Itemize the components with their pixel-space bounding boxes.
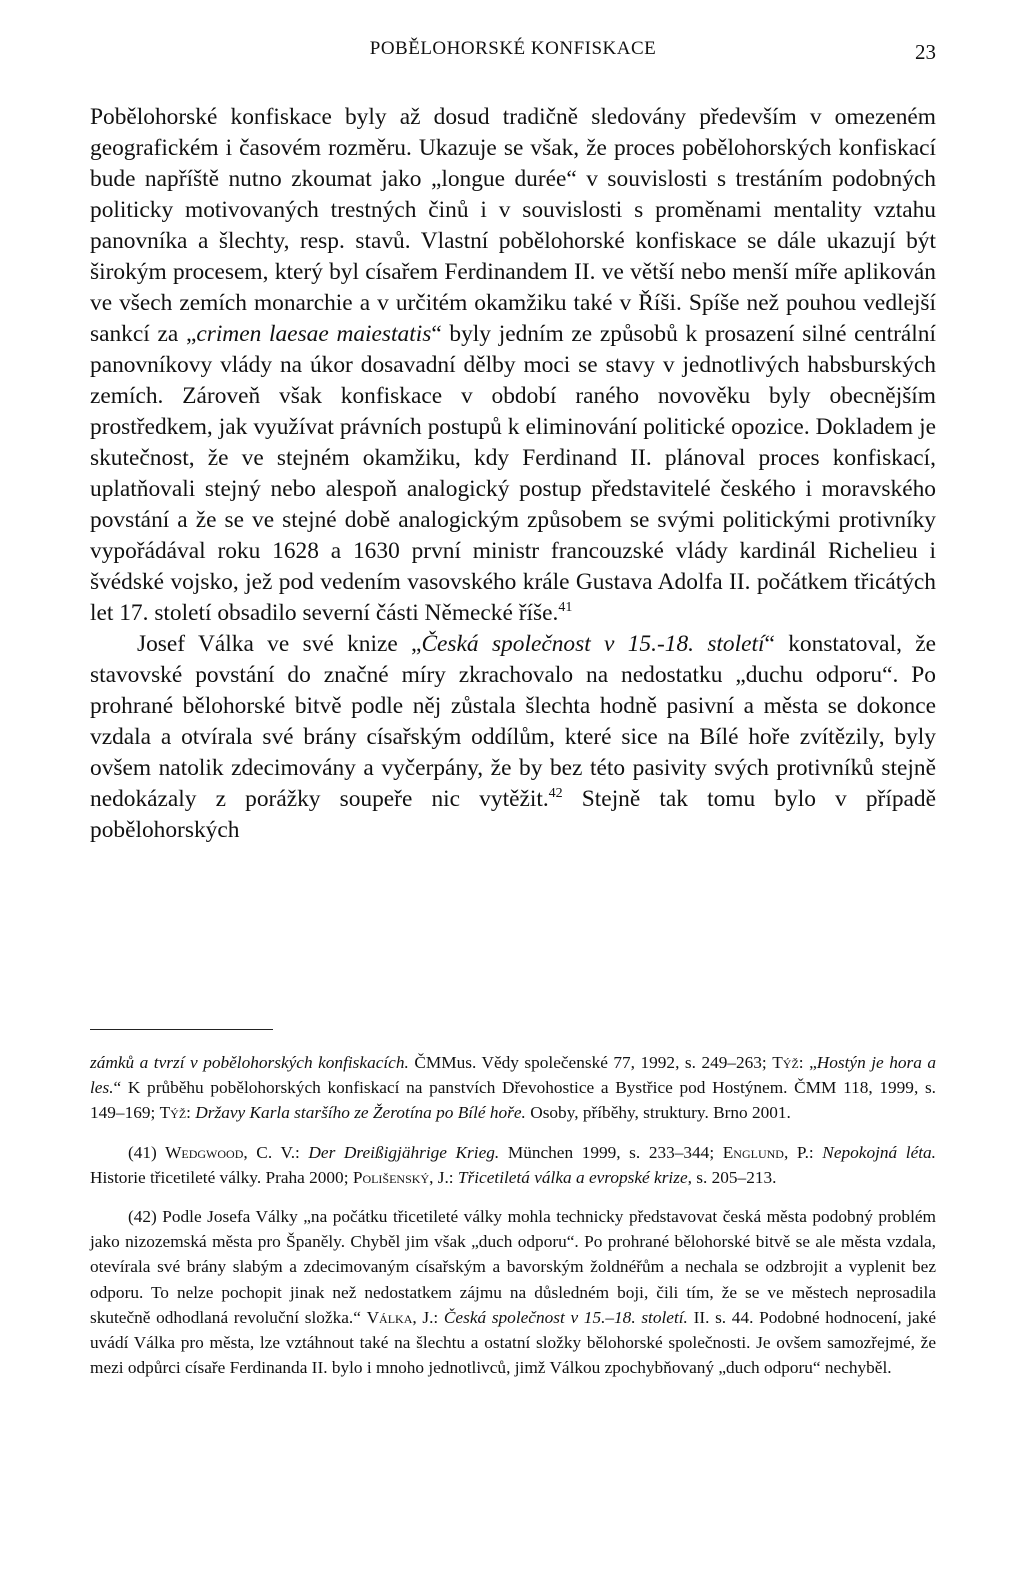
footnote-text: “ K průběhu pobělohorských konfiskací na panstvích Dřevohostice a Bystřice pod Hostýnem. ČMM 118, 1999, s. 149–169;	[90, 1078, 936, 1123]
footnote-42	[90, 1204, 936, 1380]
footnote-title: Nepokojná léta.	[822, 1142, 937, 1162]
paragraph-1	[90, 102, 936, 629]
author-name: Týž	[772, 1053, 799, 1072]
footnote-number: (41)	[128, 1142, 157, 1162]
footnote-continuation	[90, 1050, 936, 1126]
footnote-text: Historie třicetileté války. Praha 2000;	[90, 1167, 353, 1187]
footnote-text: ČMMus. Vědy společenské 77, 1992, s. 249–263;	[408, 1053, 773, 1072]
book-title: Česká společnost v 15.-18. století	[421, 631, 765, 657]
paragraph-text: “ byly jedním ze způsobů k prosazení silné centrální panovníkovy vlády na úkor dosavadní dělby moci se stavy v jednotlivých habsburských zemích. Zároveň však konfiskace v období raného novověku byly obecnějším prostředkem, jak využívat právních postupů k eliminování politické opozice. Dokladem je skutečnost, že ve stejném okamžiku, kdy Ferdinand II. plánoval proces konfiskací, uplatňovali stejný nebo alespoň analogický postup představitelé českého i moravského povstání a že se ve stejné době analogickým způsobem se svými politickými protivníky vypořádával roku 1628 a 1630 první ministr francouzské vlády kardinál Richelieu i švédské vojsko, jež pod vedením vasovského krále Gustava Adolfa II. počátkem třicátých let 17. století obsadilo severní části Německé říše.	[90, 321, 936, 626]
author-name: Válka, J.	[366, 1307, 434, 1327]
footnotes	[90, 1050, 936, 1380]
footnote-title: Třicetiletá válka a evropské krize	[457, 1167, 688, 1187]
footnote-title: Hostýn je hora a les.	[90, 1053, 937, 1098]
paragraph-2	[90, 629, 936, 846]
paragraph-text: Pobělohorské konfiskace byly až dosud tradičně sledovány především v omezeném geografickém i časovém rozměru. Ukazuje se však, že proces pobělohorských konfiskací bude napříště nutno zkoumat jako „longue durée“ v souvislosti s trestáním podobných politicky motivovaných trestných činů i v souvislosti s proměnami mentality vztahu panovníka a šlechty, resp. stavů. Vlastní pobělohorské konfiskace se dále ukazují být širokým procesem, který byl císařem Ferdinandem II. ve větší nebo menší míře aplikován ve všech zemích monarchie a v určitém okamžiku také v Říši. Spíše než pouhou vedlejší sankcí za „	[90, 104, 936, 347]
author-name: Týž	[159, 1103, 187, 1123]
footnote-text: :	[295, 1142, 309, 1162]
footnote-title: zámků a tvrzí v pobělohorských konfiskacích.	[90, 1053, 409, 1072]
footnote-text: :	[433, 1307, 444, 1327]
footnote-ref-41: 41	[558, 600, 573, 616]
footnote-divider	[90, 1029, 273, 1030]
footnote-title: Der Dreißigjährige Krieg.	[308, 1142, 500, 1162]
footnote-ref-42: 42	[548, 786, 563, 802]
footnote-text: München 1999, s. 233–344;	[499, 1142, 723, 1162]
italic-term: crimen laesae maiestatis	[196, 321, 432, 347]
author-name: Polišenský, J.	[352, 1167, 449, 1187]
footnote-text: Podle Josefa Války „na počátku třicetileté války mohla technicky představovat česká města podobný problém jako nizozemská města pro Španěly. Chyběl jim však „duch odporu“. Po prohrané bělohorské bitvě se ale města vzdala, otevírala své brány slabým a zdecimovaným císařským a bavorským žoldnéřům a nechala se odzbrojit a vyplenit bez odporu. To nelze pochopit jinak než nedostatkem zájmu na důsledném boji, čili tím, že se ve městech neprosadila skutečně odhodlaná revoluční složka.“	[90, 1207, 936, 1327]
footnote-text: : „	[798, 1053, 817, 1072]
paragraph-text: “ konstatoval, že stavovské povstání do značné míry zkrachovalo na nedostatku „duchu odporu“. Po prohrané bělohorské bitvě podle něj zůstala šlechta hodně pasivní a města se dokonce vzdala a otvírala své brány císařským oddílům, které sice na Bílé hoře zvítězily, byly ovšem natolik zdecimovány a vyčerpány, že by bez této pasivity svých protivníků stejně nedokázaly z porážky soupeře nic vytěžit.	[90, 631, 937, 812]
footnote-text: , s. 205–213.	[687, 1167, 777, 1187]
paragraph-text: Stejně tak tomu bylo v případě pobělohorských	[90, 786, 936, 843]
author-name: Wedgwood, C. V.	[156, 1142, 296, 1162]
footnote-title: Državy Karla staršího ze Žerotína po Bílé hoře.	[195, 1103, 526, 1123]
footnote-title: Česká společnost v 15.–18. století.	[443, 1307, 688, 1327]
footnote-number: (42)	[128, 1207, 157, 1227]
paragraph-text: Josef Válka ve své knize „	[137, 631, 422, 657]
footnote-41	[90, 1140, 936, 1190]
author-name: Englund, P.	[722, 1142, 809, 1162]
page-number: 23	[915, 40, 936, 64]
footnote-text: :	[448, 1167, 458, 1187]
footnote-text: :	[186, 1103, 196, 1123]
running-title: POBĚLOHORSKÉ KONFISKACE	[369, 38, 657, 59]
footnote-text: Osoby, příběhy, struktury. Brno 2001.	[525, 1103, 791, 1123]
footnote-text: :	[808, 1142, 823, 1162]
body-text	[90, 102, 936, 846]
page-header	[90, 38, 936, 68]
footnote-text: II. s. 44. Podobné hodnocení, jaké uvádí Válka pro města, lze vztáhnout také na šlechtu a ostatní složky bělohorské společnosti. Je ovšem samozřejmé, že mezi odpůrci císaře Ferdinanda II. bylo i mnoho jednotlivců, jimž Válkou zpochybňovaný „duch odporu“ nechyběl.	[90, 1307, 937, 1378]
